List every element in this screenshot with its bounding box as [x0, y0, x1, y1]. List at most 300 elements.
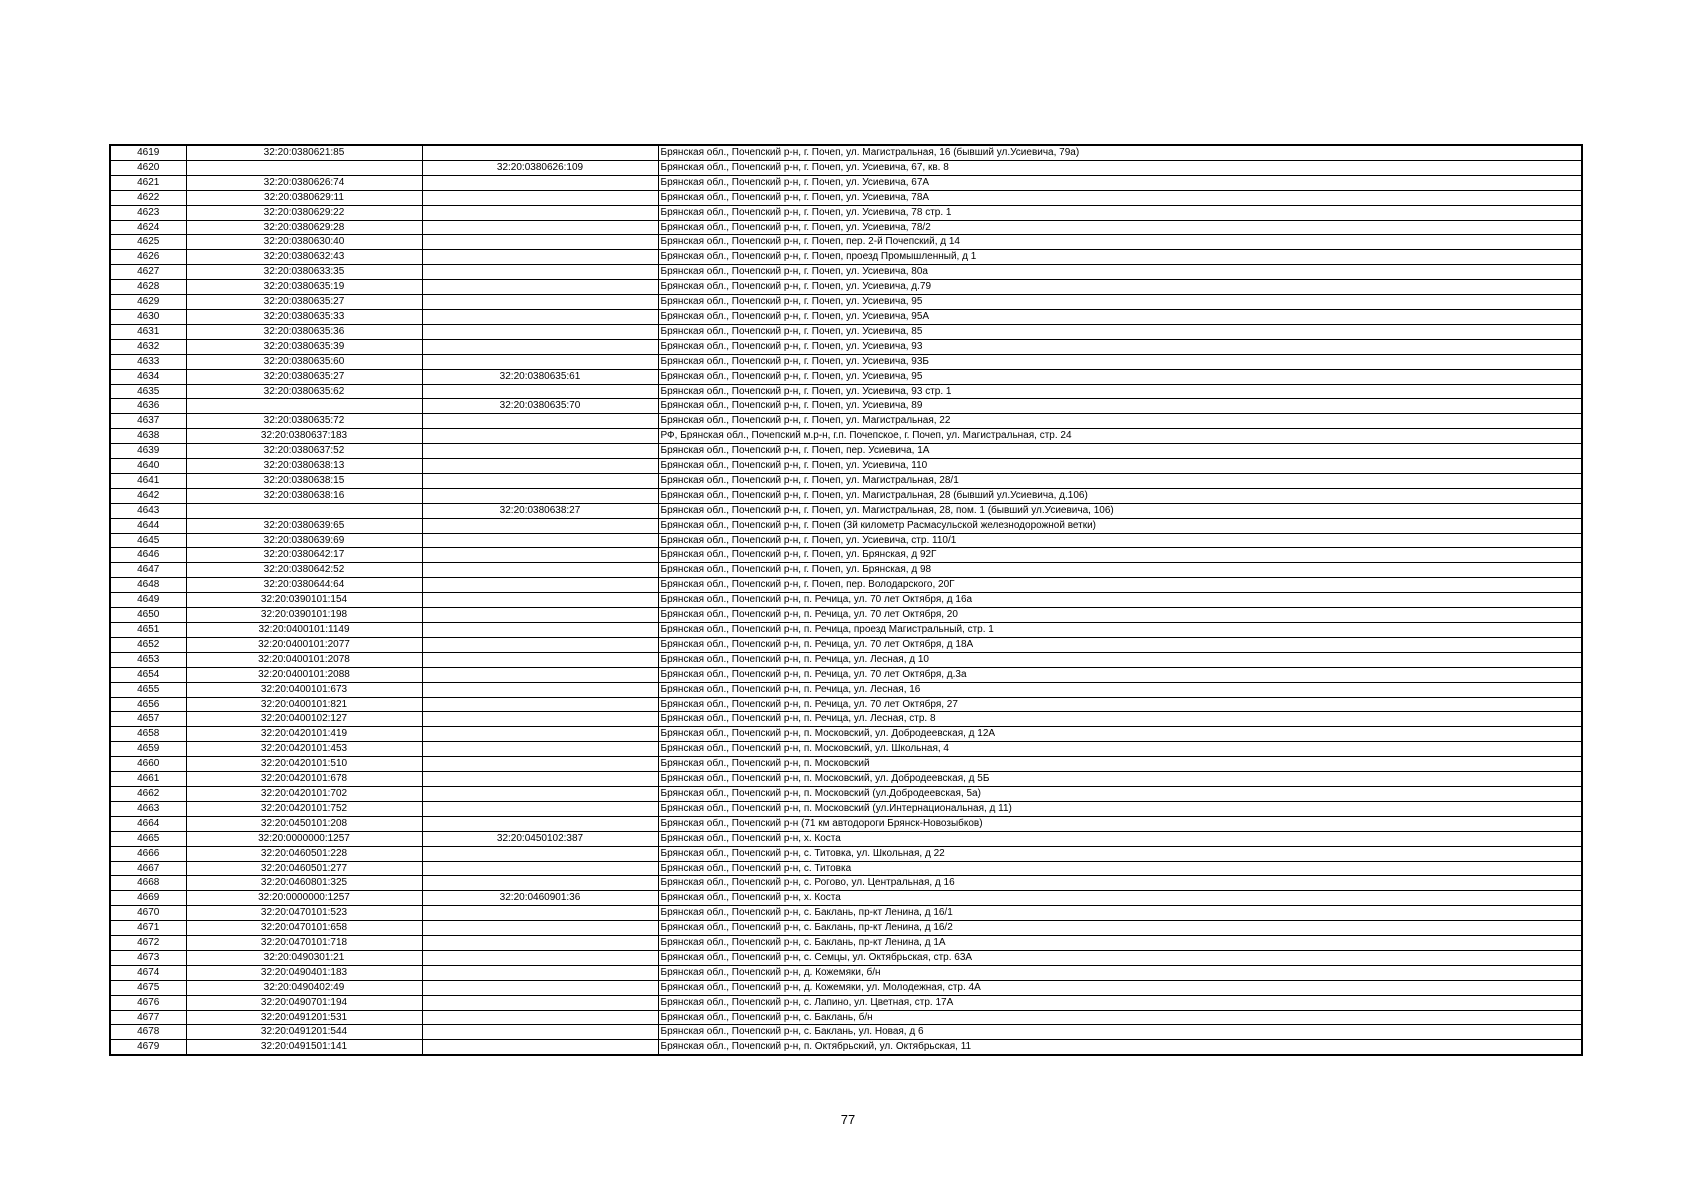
address-cell: Брянская обл., Почепский р-н, г. Почеп, ул. Магистральная, 22 [658, 414, 1582, 429]
linked-cadastral-number-cell [422, 757, 658, 772]
row-number-cell: 4648 [110, 578, 186, 593]
table-row [110, 309, 1582, 324]
cadastral-number-cell: 32:20:0400102:127 [186, 712, 422, 727]
table-row [110, 354, 1582, 369]
row-number-cell: 4619 [110, 145, 186, 160]
table-row [110, 384, 1582, 399]
cadastral-number-cell: 32:20:0380644:64 [186, 578, 422, 593]
row-number-cell: 4671 [110, 921, 186, 936]
table-row [110, 786, 1582, 801]
linked-cadastral-number-cell [422, 593, 658, 608]
cadastral-number-cell: 32:20:0380638:16 [186, 488, 422, 503]
cadastral-number-cell: 32:20:0491501:141 [186, 1040, 422, 1055]
cadastral-number-cell: 32:20:0490401:183 [186, 965, 422, 980]
cadastral-number-cell: 32:20:0460501:277 [186, 861, 422, 876]
address-cell: Брянская обл., Почепский р-н, д. Кожемяки, ул. Молодежная, стр. 4А [658, 980, 1582, 995]
row-number-cell: 4626 [110, 250, 186, 265]
cadastral-number-cell: 32:20:0380629:11 [186, 190, 422, 205]
address-cell: Брянская обл., Почепский р-н, с. Лапино, ул. Цветная, стр. 17А [658, 995, 1582, 1010]
table-row [110, 608, 1582, 623]
address-cell: Брянская обл., Почепский р-н, д. Кожемяки, б/н [658, 965, 1582, 980]
cadastral-number-cell: 32:20:0460801:325 [186, 876, 422, 891]
cadastral-number-cell: 32:20:0380635:60 [186, 354, 422, 369]
cadastral-number-cell: 32:20:0400101:1149 [186, 623, 422, 638]
address-cell: Брянская обл., Почепский р-н, с. Титовка [658, 861, 1582, 876]
linked-cadastral-number-cell [422, 578, 658, 593]
cadastral-number-cell: 32:20:0000000:1257 [186, 891, 422, 906]
cadastral-number-cell: 32:20:0400101:2077 [186, 637, 422, 652]
address-cell: Брянская обл., Почепский р-н, г. Почеп, ул. Усиевича, 93 стр. 1 [658, 384, 1582, 399]
linked-cadastral-number-cell [422, 190, 658, 205]
row-number-cell: 4653 [110, 652, 186, 667]
cadastral-number-cell: 32:20:0380642:52 [186, 563, 422, 578]
address-cell: Брянская обл., Почепский р-н, х. Коста [658, 891, 1582, 906]
address-cell: Брянская обл., Почепский р-н, х. Коста [658, 831, 1582, 846]
row-number-cell: 4644 [110, 518, 186, 533]
row-number-cell: 4642 [110, 488, 186, 503]
table-row [110, 965, 1582, 980]
table-row [110, 324, 1582, 339]
row-number-cell: 4674 [110, 965, 186, 980]
table-row [110, 533, 1582, 548]
row-number-cell: 4628 [110, 280, 186, 295]
address-cell: Брянская обл., Почепский р-н, г. Почеп, ул. Усиевича, 95 [658, 295, 1582, 310]
row-number-cell: 4661 [110, 772, 186, 787]
address-cell: Брянская обл., Почепский р-н, п. Московский [658, 757, 1582, 772]
linked-cadastral-number-cell [422, 742, 658, 757]
linked-cadastral-number-cell [422, 623, 658, 638]
cadastral-number-cell [186, 399, 422, 414]
table-row [110, 563, 1582, 578]
cadastral-number-cell: 32:20:0460501:228 [186, 846, 422, 861]
table-row [110, 414, 1582, 429]
row-number-cell: 4630 [110, 309, 186, 324]
row-number-cell: 4629 [110, 295, 186, 310]
address-cell: Брянская обл., Почепский р-н, г. Почеп, ул. Усиевича, 67А [658, 175, 1582, 190]
address-cell: Брянская обл., Почепский р-н, п. Речица, ул. 70 лет Октября, 20 [658, 608, 1582, 623]
address-cell: Брянская обл., Почепский р-н, с. Баклань, ул. Новая, д 6 [658, 1025, 1582, 1040]
linked-cadastral-number-cell [422, 324, 658, 339]
table-row [110, 205, 1582, 220]
linked-cadastral-number-cell [422, 1040, 658, 1055]
linked-cadastral-number-cell [422, 1010, 658, 1025]
address-cell: Брянская обл., Почепский р-н, п. Речица, ул. 70 лет Октября, д.3а [658, 667, 1582, 682]
cadastral-number-cell: 32:20:0380639:65 [186, 518, 422, 533]
table-row [110, 623, 1582, 638]
address-cell: Брянская обл., Почепский р-н, с. Баклань, пр-кт Ленина, д 1А [658, 936, 1582, 951]
table-row [110, 757, 1582, 772]
linked-cadastral-number-cell [422, 414, 658, 429]
row-number-cell: 4662 [110, 786, 186, 801]
address-cell: Брянская обл., Почепский р-н, г. Почеп, ул. Усиевича, стр. 110/1 [658, 533, 1582, 548]
linked-cadastral-number-cell [422, 265, 658, 280]
linked-cadastral-number-cell [422, 637, 658, 652]
linked-cadastral-number-cell [422, 220, 658, 235]
address-cell: Брянская обл., Почепский р-н, г. Почеп, ул. Усиевича, 80а [658, 265, 1582, 280]
row-number-cell: 4635 [110, 384, 186, 399]
address-cell: Брянская обл., Почепский р-н, г. Почеп (3й километр Расмасульской железнодорожной ветки) [658, 518, 1582, 533]
row-number-cell: 4645 [110, 533, 186, 548]
table-row [110, 160, 1582, 175]
linked-cadastral-number-cell [422, 309, 658, 324]
table-row [110, 995, 1582, 1010]
row-number-cell: 4647 [110, 563, 186, 578]
table-row [110, 742, 1582, 757]
cadastral-number-cell: 32:20:0490402:49 [186, 980, 422, 995]
cadastral-number-cell: 32:20:0400101:2078 [186, 652, 422, 667]
table-row [110, 518, 1582, 533]
linked-cadastral-number-cell [422, 175, 658, 190]
row-number-cell: 4675 [110, 980, 186, 995]
linked-cadastral-number-cell: 32:20:0380638:27 [422, 503, 658, 518]
address-cell: Брянская обл., Почепский р-н, г. Почеп, ул. Усиевича, 95 [658, 369, 1582, 384]
table-row [110, 339, 1582, 354]
linked-cadastral-number-cell: 32:20:0380635:70 [422, 399, 658, 414]
address-cell: Брянская обл., Почепский р-н, п. Речица, проезд Магистральный, стр. 1 [658, 623, 1582, 638]
linked-cadastral-number-cell [422, 682, 658, 697]
linked-cadastral-number-cell [422, 921, 658, 936]
row-number-cell: 4637 [110, 414, 186, 429]
address-cell: Брянская обл., Почепский р-н, г. Почеп, ул. Усиевича, д.79 [658, 280, 1582, 295]
linked-cadastral-number-cell [422, 429, 658, 444]
linked-cadastral-number-cell: 32:20:0380635:61 [422, 369, 658, 384]
table-row [110, 667, 1582, 682]
linked-cadastral-number-cell: 32:20:0450102:387 [422, 831, 658, 846]
page-number: 77 [840, 1112, 856, 1127]
row-number-cell: 4646 [110, 548, 186, 563]
cadastral-number-cell: 32:20:0380638:15 [186, 473, 422, 488]
table-row [110, 280, 1582, 295]
row-number-cell: 4650 [110, 608, 186, 623]
row-number-cell: 4656 [110, 697, 186, 712]
address-cell: Брянская обл., Почепский р-н, г. Почеп, пер. Володарского, 20Г [658, 578, 1582, 593]
row-number-cell: 4655 [110, 682, 186, 697]
row-number-cell: 4640 [110, 459, 186, 474]
row-number-cell: 4676 [110, 995, 186, 1010]
address-cell: Брянская обл., Почепский р-н, с. Баклань, пр-кт Ленина, д 16/2 [658, 921, 1582, 936]
linked-cadastral-number-cell [422, 727, 658, 742]
row-number-cell: 4669 [110, 891, 186, 906]
cadastral-number-cell: 32:20:0400101:673 [186, 682, 422, 697]
linked-cadastral-number-cell [422, 459, 658, 474]
address-cell: Брянская обл., Почепский р-н, п. Речица, ул. Лесная, д 10 [658, 652, 1582, 667]
table-row [110, 682, 1582, 697]
cadastral-number-cell: 32:20:0470101:523 [186, 906, 422, 921]
cadastral-number-cell: 32:20:0390101:154 [186, 593, 422, 608]
address-cell: Брянская обл., Почепский р-н, г. Почеп, пер. 2-й Почепский, д 14 [658, 235, 1582, 250]
cadastral-number-cell: 32:20:0380629:22 [186, 205, 422, 220]
address-cell: Брянская обл., Почепский р-н, с. Рогово, ул. Центральная, д 16 [658, 876, 1582, 891]
cadastral-number-cell: 32:20:0380633:35 [186, 265, 422, 280]
address-cell: Брянская обл., Почепский р-н, п. Речица, ул. 70 лет Октября, 27 [658, 697, 1582, 712]
linked-cadastral-number-cell [422, 488, 658, 503]
table-row [110, 190, 1582, 205]
address-cell: Брянская обл., Почепский р-н, г. Почеп, проезд Промышленный, д 1 [658, 250, 1582, 265]
address-cell: Брянская обл., Почепский р-н, с. Баклань, б/н [658, 1010, 1582, 1025]
address-cell: Брянская обл., Почепский р-н, г. Почеп, ул. Усиевича, 85 [658, 324, 1582, 339]
row-number-cell: 4632 [110, 339, 186, 354]
cadastral-number-cell: 32:20:0420101:510 [186, 757, 422, 772]
table-row [110, 220, 1582, 235]
linked-cadastral-number-cell [422, 772, 658, 787]
cadastral-number-cell: 32:20:0380632:43 [186, 250, 422, 265]
table-row [110, 637, 1582, 652]
cadastral-number-cell: 32:20:0470101:718 [186, 936, 422, 951]
table-row [110, 876, 1582, 891]
row-number-cell: 4622 [110, 190, 186, 205]
table-row [110, 727, 1582, 742]
row-number-cell: 4678 [110, 1025, 186, 1040]
table-row [110, 399, 1582, 414]
cadastral-number-cell: 32:20:0490701:194 [186, 995, 422, 1010]
cadastral-number-cell: 32:20:0380637:52 [186, 444, 422, 459]
table-row [110, 459, 1582, 474]
linked-cadastral-number-cell [422, 936, 658, 951]
cadastral-number-cell: 32:20:0380635:36 [186, 324, 422, 339]
table-row [110, 936, 1582, 951]
row-number-cell: 4636 [110, 399, 186, 414]
cadastral-number-cell: 32:20:0380639:69 [186, 533, 422, 548]
linked-cadastral-number-cell [422, 712, 658, 727]
linked-cadastral-number-cell [422, 801, 658, 816]
table-row [110, 235, 1582, 250]
linked-cadastral-number-cell [422, 533, 658, 548]
cadastral-number-cell: 32:20:0420101:752 [186, 801, 422, 816]
cadastral-number-cell: 32:20:0380642:17 [186, 548, 422, 563]
table-row [110, 250, 1582, 265]
linked-cadastral-number-cell [422, 667, 658, 682]
cadastral-number-cell: 32:20:0420101:702 [186, 786, 422, 801]
linked-cadastral-number-cell: 32:20:0380626:109 [422, 160, 658, 175]
address-cell: Брянская обл., Почепский р-н, с. Титовка, ул. Школьная, д 22 [658, 846, 1582, 861]
table-row [110, 1010, 1582, 1025]
row-number-cell: 4670 [110, 906, 186, 921]
address-cell: Брянская обл., Почепский р-н, г. Почеп, ул. Усиевича, 78/2 [658, 220, 1582, 235]
cadastral-number-cell: 32:20:0380635:33 [186, 309, 422, 324]
linked-cadastral-number-cell [422, 473, 658, 488]
address-cell: Брянская обл., Почепский р-н, п. Московский, ул. Добродеевская, д 12А [658, 727, 1582, 742]
table-row [110, 145, 1582, 160]
row-number-cell: 4668 [110, 876, 186, 891]
address-cell: Брянская обл., Почепский р-н, г. Почеп, ул. Усиевича, 110 [658, 459, 1582, 474]
cadastral-number-cell [186, 503, 422, 518]
address-cell: Брянская обл., Почепский р-н, п. Речица, ул. Лесная, 16 [658, 682, 1582, 697]
linked-cadastral-number-cell [422, 518, 658, 533]
row-number-cell: 4660 [110, 757, 186, 772]
cadastral-number-cell [186, 160, 422, 175]
cadastral-number-cell: 32:20:0000000:1257 [186, 831, 422, 846]
table-row [110, 548, 1582, 563]
address-cell: Брянская обл., Почепский р-н, г. Почеп, ул. Брянская, д 92Г [658, 548, 1582, 563]
row-number-cell: 4677 [110, 1010, 186, 1025]
row-number-cell: 4654 [110, 667, 186, 682]
cadastral-number-cell: 32:20:0470101:658 [186, 921, 422, 936]
address-cell: Брянская обл., Почепский р-н, г. Почеп, ул. Усиевича, 95А [658, 309, 1582, 324]
table-row [110, 652, 1582, 667]
table-row [110, 369, 1582, 384]
cadastral-number-cell: 32:20:0380629:28 [186, 220, 422, 235]
cadastral-number-cell: 32:20:0380635:27 [186, 369, 422, 384]
row-number-cell: 4667 [110, 861, 186, 876]
address-cell: Брянская обл., Почепский р-н, г. Почеп, ул. Магистральная, 28, пом. 1 (бывший ул.Усиевича, 106) [658, 503, 1582, 518]
cadastral-number-cell: 32:20:0380635:72 [186, 414, 422, 429]
table-row [110, 772, 1582, 787]
address-cell: Брянская обл., Почепский р-н, г. Почеп, ул. Усиевича, 89 [658, 399, 1582, 414]
address-cell: РФ, Брянская обл., Почепский м.р-н, г.п. Почепское, г. Почеп, ул. Магистральная, стр. 24 [658, 429, 1582, 444]
row-number-cell: 4624 [110, 220, 186, 235]
row-number-cell: 4679 [110, 1040, 186, 1055]
table-row [110, 921, 1582, 936]
cadastral-number-cell: 32:20:0390101:198 [186, 608, 422, 623]
linked-cadastral-number-cell [422, 205, 658, 220]
row-number-cell: 4649 [110, 593, 186, 608]
linked-cadastral-number-cell: 32:20:0460901:36 [422, 891, 658, 906]
linked-cadastral-number-cell [422, 786, 658, 801]
address-cell: Брянская обл., Почепский р-н, п. Речица, ул. Лесная, стр. 8 [658, 712, 1582, 727]
linked-cadastral-number-cell [422, 563, 658, 578]
table-row [110, 846, 1582, 861]
linked-cadastral-number-cell [422, 861, 658, 876]
cadastral-number-cell: 32:20:0380621:85 [186, 145, 422, 160]
cadastral-number-cell: 32:20:0450101:208 [186, 816, 422, 831]
linked-cadastral-number-cell [422, 965, 658, 980]
table-row [110, 801, 1582, 816]
row-number-cell: 4634 [110, 369, 186, 384]
linked-cadastral-number-cell [422, 548, 658, 563]
cadastral-number-cell: 32:20:0490301:21 [186, 950, 422, 965]
address-cell: Брянская обл., Почепский р-н, г. Почеп, ул. Усиевича, 78 стр. 1 [658, 205, 1582, 220]
linked-cadastral-number-cell [422, 906, 658, 921]
row-number-cell: 4666 [110, 846, 186, 861]
row-number-cell: 4623 [110, 205, 186, 220]
table-row [110, 980, 1582, 995]
row-number-cell: 4631 [110, 324, 186, 339]
address-cell: Брянская обл., Почепский р-н, г. Почеп, ул. Усиевича, 93 [658, 339, 1582, 354]
table-row [110, 861, 1582, 876]
cadastral-number-cell: 32:20:0380635:62 [186, 384, 422, 399]
row-number-cell: 4633 [110, 354, 186, 369]
cadastral-number-cell: 32:20:0380637:183 [186, 429, 422, 444]
table-row [110, 265, 1582, 280]
row-number-cell: 4639 [110, 444, 186, 459]
row-number-cell: 4663 [110, 801, 186, 816]
cadastral-number-cell: 32:20:0420101:453 [186, 742, 422, 757]
row-number-cell: 4657 [110, 712, 186, 727]
linked-cadastral-number-cell [422, 697, 658, 712]
registry-table [109, 144, 1583, 1056]
address-cell: Брянская обл., Почепский р-н, п. Московский (ул.Интернациональная, д 11) [658, 801, 1582, 816]
cadastral-number-cell: 32:20:0400101:821 [186, 697, 422, 712]
table-row [110, 1040, 1582, 1055]
cadastral-number-cell: 32:20:0380635:39 [186, 339, 422, 354]
table-row [110, 473, 1582, 488]
row-number-cell: 4664 [110, 816, 186, 831]
address-cell: Брянская обл., Почепский р-н, г. Почеп, ул. Магистральная, 16 (бывший ул.Усиевича, 79а) [658, 145, 1582, 160]
address-cell: Брянская обл., Почепский р-н, г. Почеп, ул. Усиевича, 78А [658, 190, 1582, 205]
address-cell: Брянская обл., Почепский р-н (71 км автодороги Брянск-Новозыбков) [658, 816, 1582, 831]
linked-cadastral-number-cell [422, 980, 658, 995]
table-row [110, 1025, 1582, 1040]
cadastral-number-cell: 32:20:0420101:678 [186, 772, 422, 787]
table-row [110, 593, 1582, 608]
address-cell: Брянская обл., Почепский р-н, г. Почеп, ул. Магистральная, 28 (бывший ул.Усиевича, д.106) [658, 488, 1582, 503]
linked-cadastral-number-cell [422, 816, 658, 831]
cadastral-number-cell: 32:20:0400101:2088 [186, 667, 422, 682]
linked-cadastral-number-cell [422, 846, 658, 861]
registry-table-body [110, 145, 1582, 1055]
linked-cadastral-number-cell [422, 145, 658, 160]
cadastral-number-cell: 32:20:0491201:531 [186, 1010, 422, 1025]
table-row [110, 295, 1582, 310]
linked-cadastral-number-cell [422, 950, 658, 965]
address-cell: Брянская обл., Почепский р-н, г. Почеп, ул. Усиевича, 67, кв. 8 [658, 160, 1582, 175]
address-cell: Брянская обл., Почепский р-н, г. Почеп, ул. Брянская, д 98 [658, 563, 1582, 578]
linked-cadastral-number-cell [422, 235, 658, 250]
cadastral-number-cell: 32:20:0491201:544 [186, 1025, 422, 1040]
table-row [110, 712, 1582, 727]
table-row [110, 906, 1582, 921]
row-number-cell: 4638 [110, 429, 186, 444]
table-row [110, 503, 1582, 518]
address-cell: Брянская обл., Почепский р-н, п. Московский, ул. Школьная, 4 [658, 742, 1582, 757]
cadastral-number-cell: 32:20:0380630:40 [186, 235, 422, 250]
linked-cadastral-number-cell [422, 608, 658, 623]
table-row [110, 697, 1582, 712]
table-row [110, 891, 1582, 906]
address-cell: Брянская обл., Почепский р-н, с. Баклань, пр-кт Ленина, д 16/1 [658, 906, 1582, 921]
address-cell: Брянская обл., Почепский р-н, п. Московский, ул. Добродеевская, д 5Б [658, 772, 1582, 787]
linked-cadastral-number-cell [422, 876, 658, 891]
row-number-cell: 4643 [110, 503, 186, 518]
address-cell: Брянская обл., Почепский р-н, г. Почеп, ул. Усиевича, 93Б [658, 354, 1582, 369]
row-number-cell: 4627 [110, 265, 186, 280]
row-number-cell: 4620 [110, 160, 186, 175]
linked-cadastral-number-cell [422, 354, 658, 369]
row-number-cell: 4659 [110, 742, 186, 757]
cadastral-number-cell: 32:20:0380638:13 [186, 459, 422, 474]
cadastral-number-cell: 32:20:0380635:27 [186, 295, 422, 310]
address-cell: Брянская обл., Почепский р-н, п. Октябрьский, ул. Октябрьская, 11 [658, 1040, 1582, 1055]
row-number-cell: 4665 [110, 831, 186, 846]
table-row [110, 578, 1582, 593]
address-cell: Брянская обл., Почепский р-н, г. Почеп, пер. Усиевича, 1А [658, 444, 1582, 459]
address-cell: Брянская обл., Почепский р-н, г. Почеп, ул. Магистральная, 28/1 [658, 473, 1582, 488]
address-cell: Брянская обл., Почепский р-н, п. Речица, ул. 70 лет Октября, д 16а [658, 593, 1582, 608]
linked-cadastral-number-cell [422, 250, 658, 265]
table-row [110, 831, 1582, 846]
linked-cadastral-number-cell [422, 444, 658, 459]
linked-cadastral-number-cell [422, 295, 658, 310]
linked-cadastral-number-cell [422, 652, 658, 667]
table-row [110, 175, 1582, 190]
row-number-cell: 4625 [110, 235, 186, 250]
linked-cadastral-number-cell [422, 995, 658, 1010]
row-number-cell: 4652 [110, 637, 186, 652]
cadastral-number-cell: 32:20:0380635:19 [186, 280, 422, 295]
row-number-cell: 4658 [110, 727, 186, 742]
linked-cadastral-number-cell [422, 1025, 658, 1040]
address-cell: Брянская обл., Почепский р-н, с. Семцы, ул. Октябрьская, стр. 63А [658, 950, 1582, 965]
table-row [110, 444, 1582, 459]
cadastral-number-cell: 32:20:0420101:419 [186, 727, 422, 742]
linked-cadastral-number-cell [422, 280, 658, 295]
table-row [110, 429, 1582, 444]
table-row [110, 950, 1582, 965]
address-cell: Брянская обл., Почепский р-н, п. Речица, ул. 70 лет Октября, д 18А [658, 637, 1582, 652]
cadastral-number-cell: 32:20:0380626:74 [186, 175, 422, 190]
row-number-cell: 4651 [110, 623, 186, 638]
row-number-cell: 4641 [110, 473, 186, 488]
